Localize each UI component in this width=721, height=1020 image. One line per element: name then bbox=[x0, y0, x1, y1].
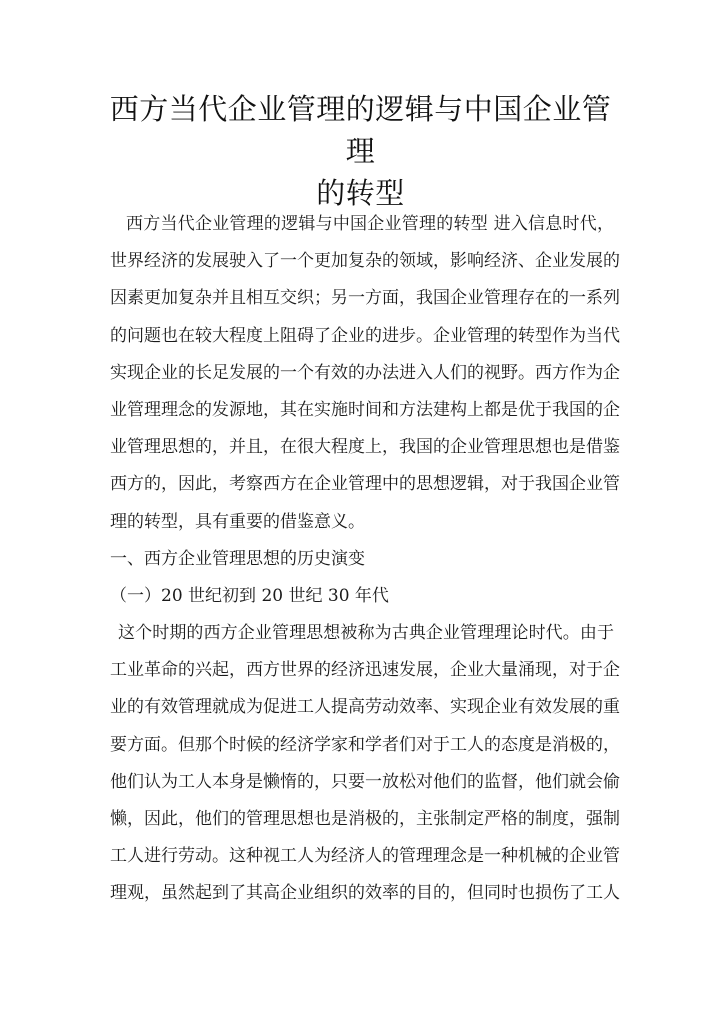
paragraph-line: 世界经济的发展驶入了一个更加复杂的领域，影响经济、企业发展的 bbox=[110, 251, 620, 272]
subsection-heading: （一）20 世纪初到 20 世纪 30 年代 bbox=[110, 585, 389, 606]
section-paragraph bbox=[110, 615, 620, 913]
paragraph-line: 业管理思想的，并且，在很大程度上，我国的企业管理思想也是借鉴 bbox=[110, 437, 620, 458]
paragraph-line: 实现企业的长足发展的一个有效的办法进入人们的视野。西方作为企 bbox=[110, 362, 620, 383]
document-title bbox=[100, 88, 621, 214]
paragraph-line: 懒，因此，他们的管理思想也是消极的，主张制定严格的制度，强制 bbox=[110, 809, 620, 829]
paragraph-line: 他们认为工人本身是懒惰的，只要一放松对他们的监督，他们就会偷 bbox=[110, 771, 620, 792]
paragraph-line: 理的转型，具有重要的借鉴意义。 bbox=[110, 511, 365, 532]
paragraph-line: 的问题也在较大程度上阻碍了企业的进步。企业管理的转型作为当代 bbox=[110, 325, 620, 346]
paragraph-line: 要方面。但那个时候的经济学家和学者们对于工人的态度是消极的， bbox=[110, 734, 620, 755]
intro-paragraph bbox=[110, 206, 620, 541]
paragraph-line: 因素更加复杂并且相互交织；另一方面，我国企业管理存在的一系列 bbox=[110, 288, 620, 309]
document-body bbox=[110, 206, 620, 913]
paragraph-line: 业管理理念的发源地，其在实施时间和方法建构上都是优于我国的企 bbox=[110, 399, 620, 420]
paragraph-line: 业的有效管理就成为促进工人提高劳动效率、实现企业有效发展的重 bbox=[110, 697, 620, 718]
paragraph-line: 理观，虽然起到了其高企业组织的效率的目的，但同时也损伤了工人 bbox=[110, 883, 620, 904]
paragraph-line: 工人进行劳动。这种视工人为经济人的管理理念是一种机械的企业管 bbox=[110, 846, 620, 867]
paragraph-line: 西方当代企业管理的逻辑与中国企业管理的转型 进入信息时代， bbox=[126, 214, 614, 234]
section-heading: 一、西方企业管理思想的历史演变 bbox=[110, 548, 365, 569]
title-line-1: 西方当代企业管理的逻辑与中国企业管理 bbox=[109, 92, 612, 168]
paragraph-line: 西方的，因此，考察西方在企业管理中的思想逻辑，对于我国企业管 bbox=[110, 474, 620, 495]
paragraph-line: 这个时期的西方企业管理思想被称为古典企业管理理论时代。由于 bbox=[118, 623, 614, 644]
paragraph-line: 工业革命的兴起，西方世界的经济迅速发展，企业大量涌现，对于企 bbox=[110, 660, 620, 681]
title-line-2: 的转型 bbox=[316, 176, 405, 210]
